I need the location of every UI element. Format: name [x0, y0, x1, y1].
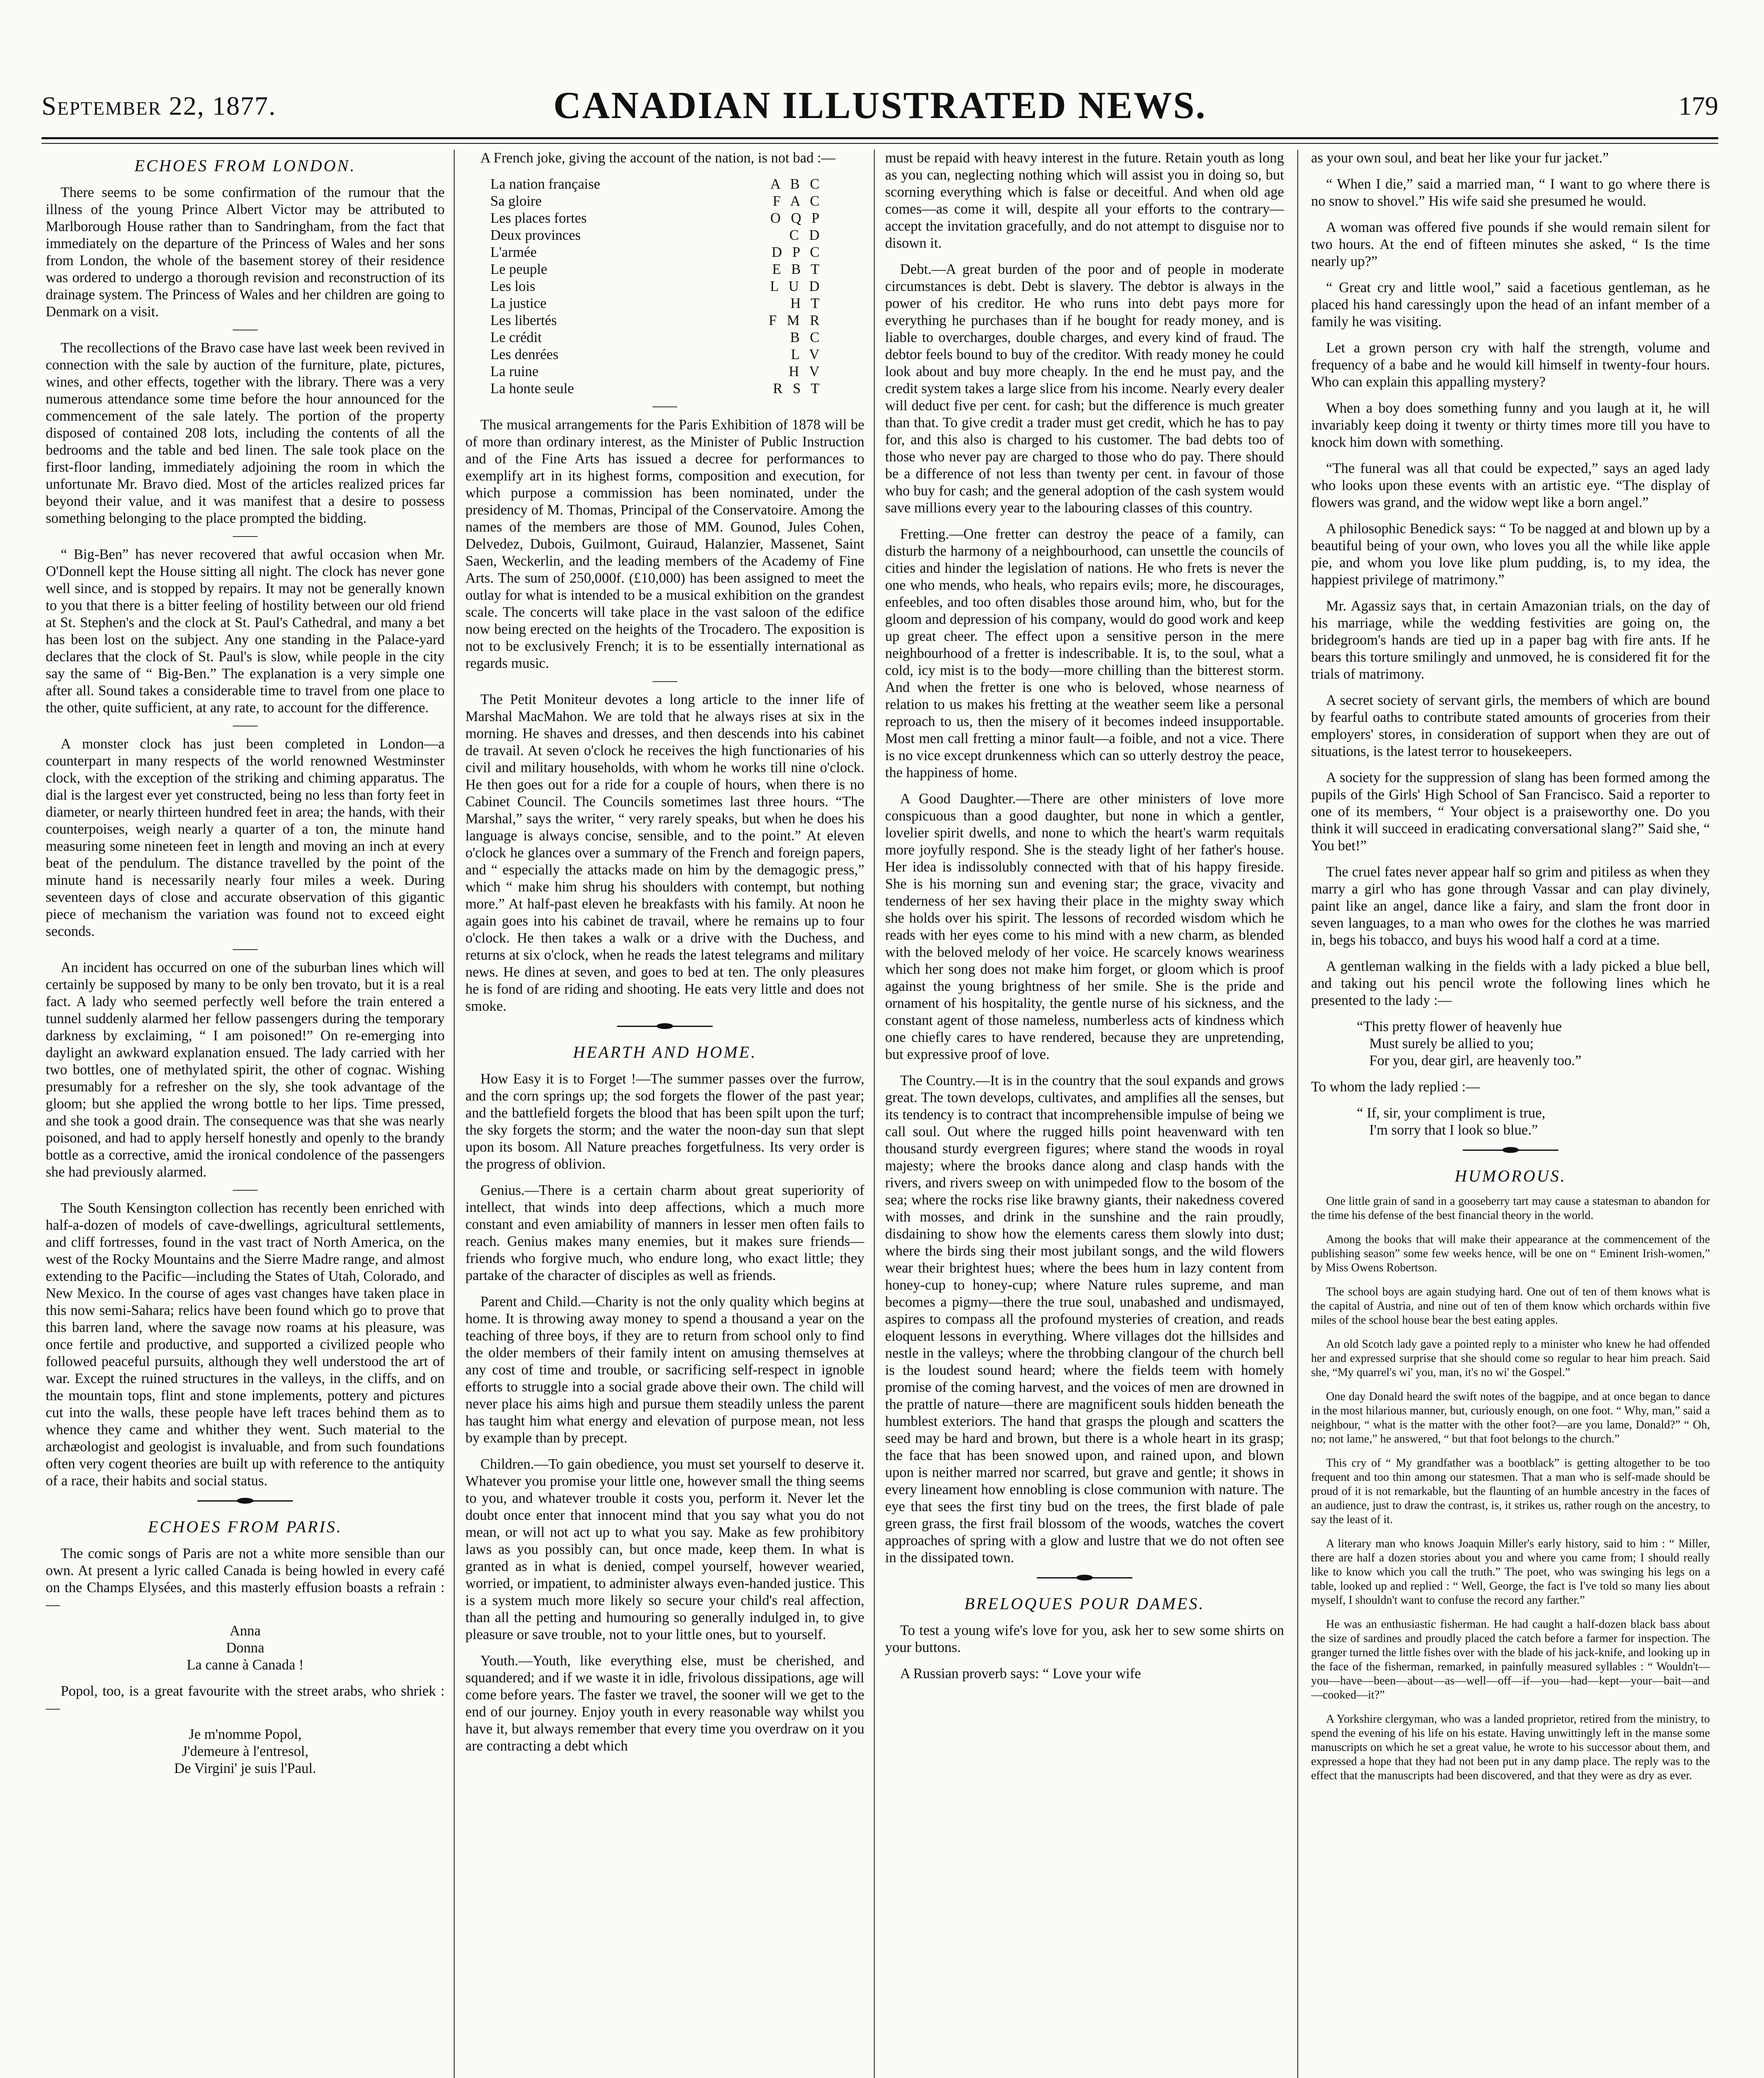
paragraph: Youth.—Youth, like everything else, must be cherished, and squandered; and if we waste it in idle, frivolous dissipations, age will come before years. The faster we travel, the sooner will we get to the end of our journey. Enjoy youth in every reasonable way whilst you have it, but always remember that every time you overdraw on it you are contracting a debt which — [465, 1653, 864, 1754]
paragraph: Let a grown person cry with half the strength, volume and frequency of a babe and he would kill himself in twenty-four hours. Who can explain this appalling mystery? — [1311, 340, 1710, 390]
joke-row — [490, 312, 823, 329]
joke-letters: R S T — [773, 381, 823, 396]
paragraph: The musical arrangements for the Paris Exhibition of 1878 will be of more than ordinary interest, as the Minister of Public Instruction and of the Fine Arts has issued a decree for performances to exemplify art in its highest forms, composition and execution, for which purpose a commission has been nominated, under the presidency of M. Thomas, Principal of the Conservatoire. Among the names of the members are those of MM. Gounod, Jules Cohen, Delvedez, Dubois, Guilmont, Guiraud, Halanzier, Massenet, Saint Saen, Weckerlin, and the leading members of the Academy of Fine Arts. The sum of 250,000f. (£10,000) has been assigned to meet the outlay for what is intended to be a musical exhibition on the grandest scale. The concerts will take place in the vast saloon of the edifice now being erected on the heights of the Trocadero. The exposition is not to be exclusively French; it is to be essentially international as regards music. — [465, 417, 864, 671]
joke-row — [490, 210, 823, 227]
section-heading-echoes-paris: ECHOES FROM PARIS. — [148, 1517, 342, 1536]
verse-line: Je m'nomme Popol, — [189, 1726, 302, 1742]
divider — [233, 949, 258, 950]
paragraph: One little grain of sand in a gooseberry tart may cause a statesman to abandon for the time his defense of the best financial theory in the world. — [1311, 1195, 1710, 1222]
french-joke-list — [490, 176, 864, 397]
joke-letters: H T — [790, 295, 823, 311]
paragraph: This cry of “ My grandfather was a bootblack” is getting altogether to be too frequent and too thin among our statesmen. That a man who is self-made should be proud of it is not remarkable, but the flaunting of an humble ancestry in the faces of an audience, just to draw the contrast, is, it strikes us, rather rough on the ancestry, to say the least of it. — [1311, 1457, 1710, 1526]
paragraph: Parent and Child.—Charity is not the only quality which begins at home. It is throwing away money to spend a thousand a year on the teaching of three boys, if they are to return from school only to find the older members of their family intent on amusing themselves at any cost of time and trouble, or sacrificing self-respect in ignoble efforts to struggle into a social grade above their own. The child will never place his aims high and pursue them steadily unless the parent has taught him what energy and elevation of purpose mean, not less by example than by precept. — [465, 1294, 864, 1446]
newspaper-title: CANADIAN ILLUSTRATED NEWS. — [553, 84, 1207, 126]
section-heading-echoes-london: ECHOES FROM LONDON. — [134, 156, 356, 175]
joke-letters: D P C — [771, 244, 823, 260]
paragraph: Popol, too, is a great favourite with the street arabs, who shriek :— — [46, 1683, 445, 1716]
verse-line: “ If, sir, your compliment is true, — [1357, 1105, 1545, 1121]
paragraph: The school boys are again studying hard. One out of ten of them knows what is the capital of Austria, and nine out of ten of them know which orchards within five miles of the school house bear the best eating apples. — [1311, 1285, 1710, 1327]
paragraph: The Petit Moniteur devotes a long article to the inner life of Marshal MacMahon. We are told that he always rises at six in the morning. He shaves and dresses, and then descends into his cabinet de travail. At seven o'clock he receives the high functionaries of his civil and military households, with whom he works till nine o'clock. He then goes out for a ride for a couple of hours, when there is no Cabinet Council. The Councils sometimes last three hours. “The Marshal,” says the writer, “ very rarely speaks, but when he does his language is always concise, sensible, and to the point.” At eleven o'clock he glances over a summary of the French and foreign papers, and “ especially the attacks made on him by the demagogic press,” which “ make him shrug his shoulders with contempt, but nothing more.” At half-past eleven he breakfasts with his family. At noon he again goes into his cabinet de travail, where he remains up to four o'clock. He then takes a walk or a drive with the Duchess, and returns at six o'clock, when he reads the latest telegrams and military news. He dines at seven, and goes to bed at ten. The only pleasures he is fond of are riding and shooting. He eats very little and does not smoke. — [465, 692, 864, 1014]
paragraph: An incident has occurred on one of the suburban lines which will certainly be supposed by many to be only ben trovato, but it is a real fact. A lady who seemed perfectly well before the train entered a tunnel suddenly alarmed her fellow passengers during the temporary darkness by exclaiming, “ I am poisoned!” On re-emerging into daylight an awkward explanation ensued. The lady carried with her two bottles, one of methylated spirit, the other of cognac. Wishing presumably for a refresher on the sly, she took advantage of the gloom; but she applied the wrong bottle to her lips. Time pressed, and she took a good drain. The consequence was that she was nearly poisoned, and had to apply herself honestly and openly to the brandy bottle as a corrective, amid the ironical condolence of the passengers she had previously alarmed. — [46, 960, 445, 1180]
paragraph: There seems to be some confirmation of the rumour that the illness of the young Prince Albert Victor may be attributed to Marlborough House rather than to Sandringham, from the fact that immediately on the departure of the Princess of Wales and her sons from London, the whole of the basement storey of their residence was ordered to undergo a thorough revision and reconstruction of its drainage system. The Princess of Wales and her children are going to Denmark on a visit. — [46, 185, 445, 320]
paragraph: A woman was offered five pounds if she would remain silent for two hours. At the end of fifteen minutes she asked, “ Is the time nearly up?” — [1311, 219, 1710, 269]
paragraph: One day Donald heard the swift notes of the bagpipe, and at once began to dance in the most hilarious manner, but, curiously enough, on one foot. “ Why, man,” said a neighbour, “ what is the matter with the other foot?—are you lame, Donald?” “ Oh, no; not lame,” he answered, “ but that foot belongs to the church.” — [1311, 1390, 1710, 1445]
joke-letters: E B T — [772, 261, 823, 277]
joke-row — [490, 380, 823, 397]
section-heading-hearth-and-home: HEARTH AND HOME. — [573, 1043, 757, 1061]
song-refrain — [46, 1726, 445, 1777]
section-ornament — [1037, 1577, 1132, 1583]
verse-line: For you, dear girl, are heavenly too.” — [1369, 1053, 1582, 1069]
paragraph: To test a young wife's love for you, ask her to sew some shirts on your buttons. — [885, 1623, 1284, 1655]
joke-row — [490, 363, 823, 380]
divider — [652, 406, 677, 407]
poem — [1311, 1105, 1710, 1139]
paragraph: as your own soul, and beat her like your fur jacket.” — [1311, 150, 1609, 166]
paragraph: The cruel fates never appear half so grim and pitiless as when they marry a girl who has gone through Vassar and can play divinely, paint like an angel, dance like a fairy, and slam the front door in seven languages, to a man who owes for the clothes he was married in, begs his tobacco, and buys his wood half a cord at a time. — [1311, 864, 1710, 948]
divider — [233, 536, 258, 537]
paragraph: A Good Daughter.—There are other ministers of love more conspicuous than a good daughter, but none in which a gentler, lovelier spirit dwells, and none to which the heart's warm requitals more joyfully respond. She is the steady light of her father's house. Her idea is indissolubly connected with that of his happy fireside. She is his morning sun and evening star; the grace, vivacity and tenderness of her sex having their place in the mighty sway which she holds over his spirit. The lessons of recorded wisdom which he reads with her eyes come to his mind with a new charm, as blended with the beloved melody of her voice. He scarcely knows weariness which her song does not make him forget, or gloom which is proof against the young brightness of her smile. She is the pride and ornament of his hospitality, the gentle nurse of his sickness, and the constant agent of those nameless, numberless acts of kindness which one chiefly cares to have rendered, because they are unpretending, but expressive proof of love. — [885, 791, 1284, 1062]
joke-letters: O Q P — [770, 210, 823, 226]
paragraph: How Easy it is to Forget !—The summer passes over the furrow, and the corn springs up; the sod forgets the flower of the past year; and the battlefield forgets the blood that has been spilt upon the turf; the sky forgets the storm; and the water the noon-day sun that slept upon its bosom. All Nature preaches forgetfulness. Its very order is the progress of oblivion. — [465, 1071, 864, 1172]
paragraph: “ When I die,” said a married man, “ I want to go where there is no snow to shovel.” His wife said she presumed he would. — [1311, 176, 1710, 209]
paragraph: An old Scotch lady gave a pointed reply to a minister who knew he had offended her and expressed surprise that she should come so regular to hear him preach. Said she, “My quarrel's wi' you, man, it's no wi' the Gospel.” — [1311, 1338, 1710, 1379]
joke-row — [490, 244, 823, 261]
joke-label: Les denrées — [490, 347, 558, 362]
joke-label: Les libertés — [490, 313, 557, 328]
section-heading-breloques: BRELOQUES POUR DAMES. — [964, 1594, 1205, 1613]
joke-letters: L U D — [770, 278, 823, 294]
joke-row — [490, 193, 823, 210]
paragraph: The recollections of the Bravo case have last week been revived in connection with the sale by auction of the furniture, plate, pictures, wines, and other effects, together with the library. There was a very numerous attendance some time before the hour announced for the commencement of the sale lately. The portion of the property disposed of contained 208 lots, including the contents of all the bedrooms and the table and bed linen. The sale took place on the first-floor landing, immediately adjoining the room in which the unfortunate Mr. Bravo died. Most of the articles realized prices far beyond their value, and it was manifest that a desire to possess something belonging to the place prompted the bidding. — [46, 340, 445, 526]
column-4 — [1311, 150, 1710, 2078]
paragraph: A monster clock has just been completed in London—a counterpart in many respects of the world renowned Westminster clock, with the exception of the striking and chiming apparatus. The dial is the largest ever yet constructed, being no less than forty feet in diameter, or nearly thirteen hundred feet in area; the hands, with their counterpoises, weigh nearly a quarter of a ton, the minute hand measuring some nineteen feet in length and moving an inch at every beat of the pendulum. The distance travelled by the point of the minute hand is necessarily nearly four miles a week. During seventeen days of close and accurate observation of this gigantic piece of mechanism the variation was found not to exceed eight seconds. — [46, 736, 445, 939]
masthead-rule-thin — [42, 143, 1718, 144]
joke-letters: L V — [791, 347, 823, 362]
section-ornament — [1463, 1150, 1558, 1155]
paragraph: A literary man who knows Joaquin Miller's early history, said to him : “ Miller, there are half a dozen stories about you and where you came from; I should really like to know which you call the truth.” The poet, who was swinging his legs on a table, looked up and replied : “ Well, George, the fact is I've told so many lies about myself, I shouldn't want to confuse the record any farther.” — [1311, 1537, 1710, 1607]
verse-line: De Virgini' je suis l'Paul. — [174, 1760, 316, 1776]
paragraph: A Yorkshire clergyman, who was a landed proprietor, retired from the ministry, to spend the evening of his life on his estate. Having unwittingly left in the manse some manuscripts on which he set a great value, he wrote to his successor about them, and expressed a hope that they had not been put in any damp place. The reply was to the effect that the manuscripts had been discovered, and that they were as dry as ever. — [1311, 1713, 1710, 1782]
joke-letters: B C — [790, 330, 823, 345]
section-heading-humorous: HUMOROUS. — [1454, 1167, 1567, 1185]
joke-letters: F M R — [768, 313, 823, 328]
divider — [652, 681, 677, 682]
paragraph: The Country.—It is in the country that the soul expands and grows great. The town develops, cultivates, and amplifies all the senses, but its tendency is to contract that incomprehensible impulse of being we call soul. Out where the rugged hills point heavenward with ten thousand sturdy evergreen figures; where stand the woods in royal majesty; where the brooks dance along and clasp hands with the rivers, and rivers sweep on with unimpeded flow to the bosom of the sea; where the rocks rise like brawny giants, their nakedness covered with mosses, and drink in the sunshine and the rain proudly, disdaining to show how the elements caress them slowly into dust; where the birds sing their most jubilant songs, and the wild flowers wear their brightest hues; where the bees hum in lazy content from honey-cup to honey-cup; where Nature rules supreme, and man becomes a pigmy—there the true soul, unabashed and undismayed, aspires to compass all the profound mysteries of creation, and reads eloquent lessons in everything. Where villages dot the hillsides and nestle in the valleys; where the throbbing clangour of the church bell is the loudest sound heard; where the fields teem with homely promise of the coming harvest, and the voices of men are drowned in the prattle of nature—there are magnificent souls hidden beneath the humblest exteriors. The hand that grasps the plough and scatters the seed may be hard and brown, but there is a whole heart in its grasp; the face that has been snowed upon, and rained upon, and blown upon is neither marred nor scarred, but grave and gentle; it shows in every lineament how ennobling is close communion with nature. The eye that sees the first tiny bud on the trees, the first blade of pale green grass, the first frail blossom of the woods, watches the covert approaches of spring with a glow and lustre that we do not often see in the dissipated town. — [885, 1073, 1284, 1566]
joke-label: Les places fortes — [490, 210, 587, 226]
joke-label: Les lois — [490, 278, 536, 294]
paragraph: Mr. Agassiz says that, in certain Amazonian trials, on the day of his marriage, while the wedding festivities are going on, the bridegroom's hands are tied up in a paper bag with fire ants. If he bears this torture smilingly and unmoved, he is considered fit for the trials of matrimony. — [1311, 598, 1710, 682]
paragraph: A French joke, giving the account of the nation, is not bad :— — [480, 150, 836, 166]
page-number: 179 — [1678, 91, 1718, 121]
joke-row — [490, 227, 823, 244]
paragraph: Fretting.—One fretter can destroy the peace of a family, can disturb the harmony of a neighbourhood, can unsettle the councils of cities and hinder the legislation of nations. He who frets is never the one who mends, who heals, who repairs evils; more, he discourages, enfeebles, and too often disables those around him, who, but for the gloom and depression of his company, would do good work and keep up great cheer. The effect upon a sensitive person in the mere neighbourhood of a fretter is indescribable. It is, to the soul, what a cold, icy mist is to the body—more chilling than the bitterest storm. And when the fretter is one who is beloved, whose nearness of relation to us makes his fretting at the weather seem like a personal reproach to us, then the misery of it becomes indeed insupportable. Most men call fretting a minor fault—a foible, and not a vice. There is no vice except drunkenness which can so utterly destroy the peace, the happiness of home. — [885, 526, 1284, 780]
joke-letters: F A C — [773, 193, 823, 209]
verse-line: I'm sorry that I look so blue.” — [1369, 1122, 1538, 1138]
joke-row — [490, 295, 823, 312]
section-ornament — [617, 1026, 713, 1031]
column-1 — [46, 150, 445, 2078]
paragraph: He was an enthusiastic fisherman. He had caught a half-dozen black bass about the size of sardines and proudly placed the catch before a farmer for inspection. The granger turned the little fishes over with the blade of his jack-knife, and looking up in the face of the fisherman, remarked, in painfully measured syllables : “ Wouldn't—you—have—been—about—as—well—off—if—you—had—kept—your—bait—and—cooked—it?” — [1311, 1618, 1710, 1701]
joke-label: Le peuple — [490, 261, 547, 277]
paragraph: A society for the suppression of slang has been formed among the pupils of the Girls' High School of San Francisco. Said a reporter to one of its members, “ Your object is a praiseworthy one. Do you think it will succeed in eradicating conversational slang?” Said she, “ You bet!” — [1311, 770, 1710, 854]
poem — [1311, 1018, 1710, 1069]
masthead — [42, 83, 1718, 133]
paragraph: must be repaid with heavy interest in the future. Retain youth as long as you can, neglecting nothing which will assist you in doing so, but scorning everything which is false or deceitful. And when old age comes—as come it will, despite all your efforts to the contrary—accept the invitation gracefully, and do not attempt to disguise nor to disown it. — [885, 150, 1284, 251]
joke-label: La justice — [490, 295, 547, 311]
joke-label: La ruine — [490, 364, 539, 379]
joke-row — [490, 346, 823, 363]
joke-row — [490, 176, 823, 193]
verse-line: La canne à Canada ! — [187, 1657, 304, 1673]
joke-label: L'armée — [490, 244, 537, 260]
verse-line: Must surely be allied to you; — [1369, 1036, 1534, 1051]
joke-letters: A B C — [770, 176, 823, 192]
joke-row — [490, 329, 823, 346]
masthead-rule-thick — [42, 137, 1718, 139]
issue-date: September 22, 1877. — [42, 91, 276, 121]
divider — [233, 1190, 258, 1191]
verse-line: Anna — [229, 1623, 261, 1639]
joke-label: Le crédit — [490, 330, 542, 345]
column-2 — [465, 150, 864, 2078]
joke-label: La honte seule — [490, 381, 574, 396]
paragraph: A philosophic Benedick says: “ To be nagged at and blown up by a beautiful being of your own, who loves you all the while like apple pie, and whom you love like plum pudding, is, to my idea, the happiest privilege of matrimony.” — [1311, 521, 1710, 588]
section-ornament — [197, 1500, 293, 1506]
paragraph: A secret society of servant girls, the members of which are bound by fearful oaths to contribute stated amounts of groceries from their employers' stores, in consideration of support when they are out of situations, is the latest terror to housekeepers. — [1311, 692, 1710, 759]
column-3 — [885, 150, 1284, 2078]
paragraph: Debt.—A great burden of the poor and of people in moderate circumstances is debt. Debt is slavery. The debtor is always in the power of his creditor. He who runs into debt pays more for everything he purchases than if he bought for ready money, and is liable to overcharges, double charges, and every kind of fraud. The debtor feels bound to buy of the creditor. With ready money he could look about and buy more cheaply. In the end he must pay, and the credit system takes a large slice from his income. Nearly every dealer will deduct five per cent. for cash; but the difference is much greater than that. To give credit a trader must get credit, which he has to pay for, and this also is charged to his customer. The bad debts too of those who never pay are charged to those who do pay. There should be a difference of not less than twenty per cent. in favour of those who buy for cash; and the general adoption of the cash system would save millions every year to the labouring classes of this country. — [885, 261, 1284, 516]
joke-letters: C D — [789, 227, 823, 243]
joke-label: La nation française — [490, 176, 600, 192]
paragraph: “The funeral was all that could be expected,” says an aged lady who looks upon these events with an artistic eye. “The display of flowers was grand, and the widow wept like a born angel.” — [1311, 460, 1710, 510]
paragraph: The comic songs of Paris are not a white more sensible than our own. At present a lyric called Canada is being howled in every café on the Champs Elysées, and this masterly effusion boasts a refrain :— — [46, 1546, 445, 1613]
verse-line: “This pretty flower of heavenly hue — [1357, 1019, 1562, 1034]
verse-line: J'demeure à l'entresol, — [182, 1743, 309, 1759]
paragraph: To whom the lady replied :— — [1311, 1079, 1480, 1095]
joke-label: Sa gloire — [490, 193, 542, 209]
paragraph: When a boy does something funny and you laugh at it, he will invariably keep doing it twenty or thirty times more till you have to knock him down with something. — [1311, 400, 1710, 450]
paragraph: A Russian proverb says: “ Love your wife — [900, 1666, 1141, 1682]
paragraph: A gentleman walking in the fields with a lady picked a blue bell, and taking out his pencil wrote the following lines which he presented to the lady :— — [1311, 958, 1710, 1008]
joke-row — [490, 278, 823, 295]
paragraph: Genius.—There is a certain charm about great superiority of intellect, that winds into deep affections, which a much more constant and even amiability of manners in lesser men often fails to reach. Genius makes many enemies, but it makes sure friends—friends who forgive much, who endure long, who exact little; they partake of the character of disciples as well as friends. — [465, 1182, 864, 1283]
article-columns — [46, 150, 1718, 2078]
verse-line: Donna — [226, 1640, 264, 1656]
joke-row — [490, 261, 823, 278]
paragraph: The South Kensington collection has recently been enriched with half-a-dozen of models of cave-dwellings, agricultural settlements, and cliff fortresses, found in the vast tract of North America, on the west of the Rocky Mountains and the Sierre Madre range, and almost extending to the Pacific—including the States of Utah, Colorado, and New Mexico. In the course of ages vast changes have taken place in this now semi-Sahara; relics have been found which go to prove that this barren land, where the savage now roams at his pleasure, was once fertile and productive, and supported a civilized people who followed peaceful pursuits, although they well understood the art of war. Except the ruined structures in the valleys, in the cliffs, and on the mountain tops, flint and stone implements, pottery and pictures cut into the walls, these people have left traces behind them as to whence they came and whither they went. Such material to the archæologist and geologist is invaluable, and from such foundations often very cogent theories are built up with reference to the antiquity of a race, their habits and social status. — [46, 1200, 445, 1489]
song-refrain — [46, 1623, 445, 1674]
joke-letters: H V — [789, 364, 823, 379]
paragraph: “ Great cry and little wool,” said a facetious gentleman, as he placed his hand caressingly upon the head of an infant member of a family he was visiting. — [1311, 280, 1710, 330]
paragraph: Among the books that will make their appearance at the commencement of the publishing season” some few weeks hence, will be one on “ Eminent Irish-women,” by Miss Owens Robertson. — [1311, 1233, 1710, 1274]
joke-label: Deux provinces — [490, 227, 581, 243]
paragraph: “ Big-Ben” has never recovered that awful occasion when Mr. O'Donnell kept the House sitting all night. The clock has never gone well since, and is stopped by repairs. It may not be generally known to you that there is a bitter feeling of hostility between our old friend at St. Stephen's and the clock at St. Paul's Cathedral, and many a bet has been lost on the subject. Any one standing in the Palace-yard declares that the clock of St. Paul's is slow, while people in the city say the same of “ Big-Ben.” The explanation is a very simple one after all. Sound takes a considerable time to travel from one place to the other, quite sufficient, at any rate, to account for the difference. — [46, 547, 445, 716]
paragraph: Children.—To gain obedience, you must set yourself to deserve it. Whatever you promise your little one, however small the thing seems to you, and whatever trouble it costs you, perform it. Never let the doubt once enter that innocent mind that you say what you do not mean, or will not act up to what you say. Make as few prohibitory laws as you possibly can, but once made, keep them. In what is granted as in what is denied, compel yourself, however wearied, worried, or impatient, to administer always even-handed justice. This is a system much more likely so secure your child's real affection, than all the petting and humouring so generally indulged in, to give pleasure or save trouble, not to your little ones, but to yourself. — [465, 1456, 864, 1642]
